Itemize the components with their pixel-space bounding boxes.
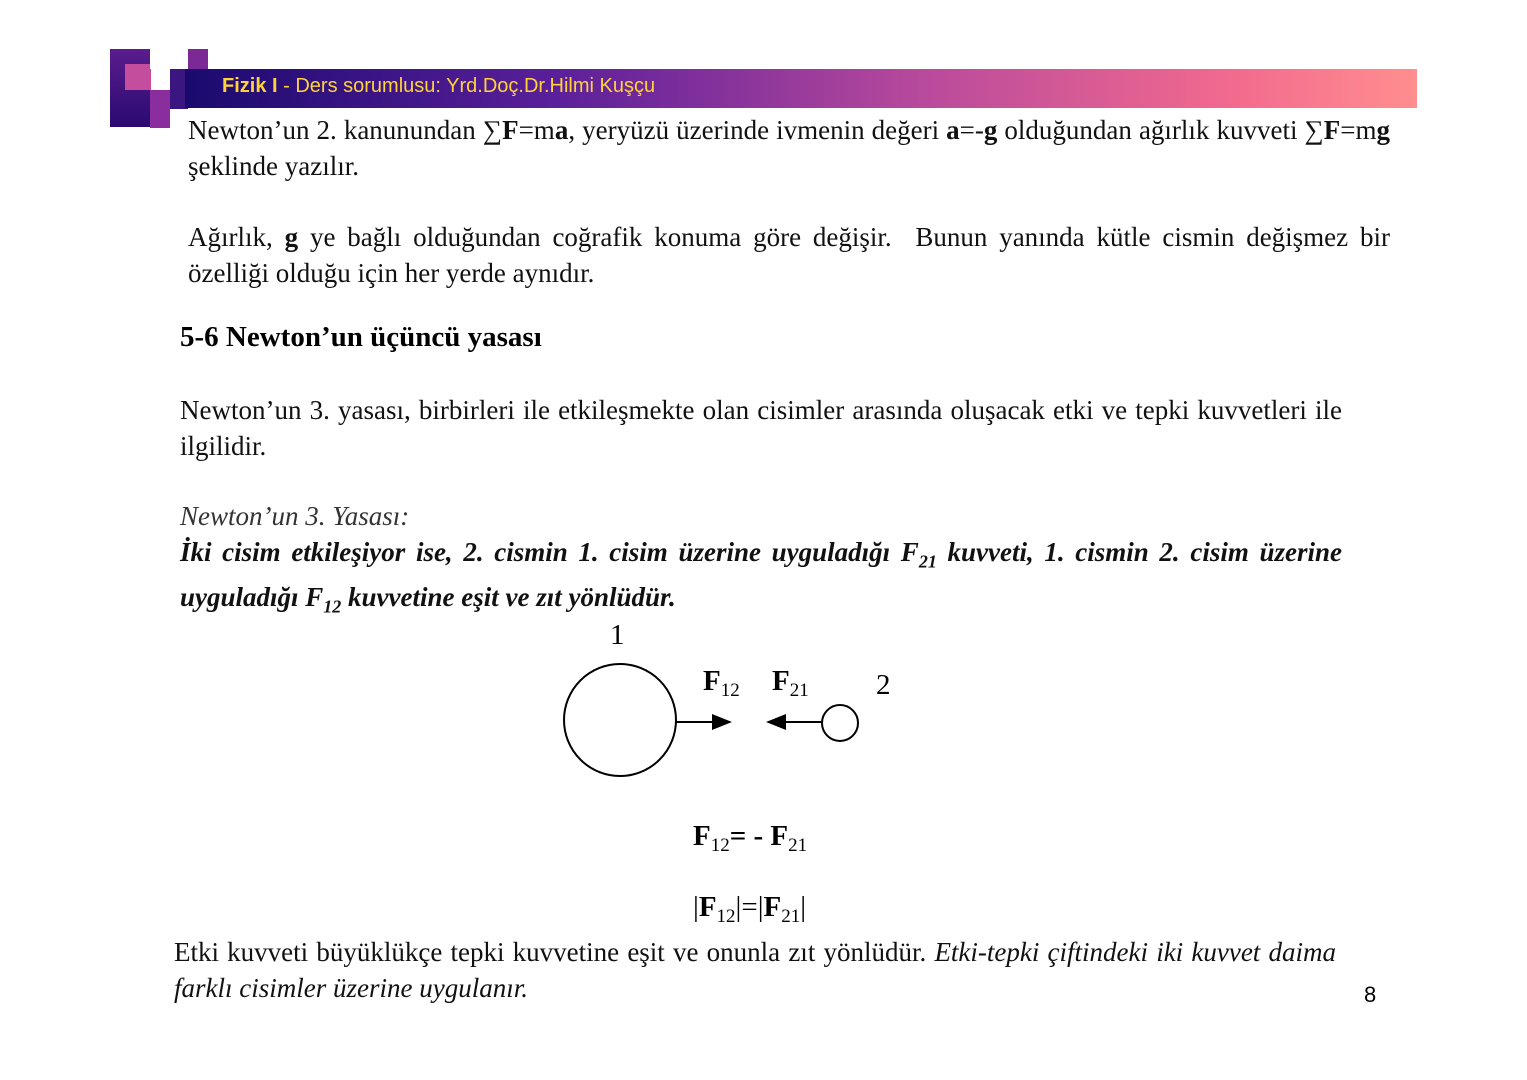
law-statement: İki cisim etkileşiyor ise, 2. cismin 1. cisim üzerine uyguladığı $F_{21}$ kuvveti, 1. cismin 2. cisim üzerine uyguladığı $F_{12}$ kuvvetine eşit ve zıt yönlüdür.: [180, 537, 1342, 617]
course-name: Fizik I: [222, 75, 278, 97]
section-paragraph: Newton’un 3. yasası, birbirleri ile etkileşmekte olan cisimler arasında oluşacak etki ve tepki kuvvetleri ile ilgilidir.: [180, 395, 1342, 461]
section-heading: 5-6 Newton’un üçüncü yasası: [180, 321, 542, 353]
closing-paragraph: Etki kuvveti büyüklükçe tepki kuvvetine eşit ve onunla zıt yönlüdür. Etki-tepki çiftindeki iki kuvvet daima farklı cisimler üzerine uygulanır.: [174, 937, 1336, 1003]
intro-paragraph-2: Ağırlık, g ye bağlı olduğundan coğrafik konuma göre değişir. Bunun yanında kütle cismin değişmez bir özelliği olduğu için her yerde aynıdır.: [188, 222, 1397, 288]
body-1-label: 1: [610, 619, 625, 651]
instructor-name: Ders sorumlusu: Yrd.Doç.Dr.Hilmi Kuşçu: [295, 75, 656, 97]
header-separator: -: [277, 75, 296, 97]
equation-magnitude: $|F_{12}|=|F_{21}|$: [693, 891, 807, 927]
body-2-label: 2: [876, 669, 891, 701]
force-21-label: $F_{21}$: [772, 665, 809, 701]
intro-paragraph-1: Newton’un 2. kanunundan ∑F=ma, yeryüzü üzerinde ivmenin değeri a=-g olduğundan ağırlık kuvveti ∑F=mg şeklinde yazılır.: [188, 115, 1390, 181]
law-title: Newton’un 3. Yasası:: [180, 501, 410, 531]
equation-vector: $F_{12}= - F_{21}$: [693, 820, 808, 856]
page-number: 8: [1364, 982, 1377, 1007]
force-12-label: $F_{12}$: [703, 665, 740, 701]
body-1-circle: [564, 664, 676, 776]
body-2-circle: [822, 705, 858, 741]
header-title: [222, 75, 655, 98]
